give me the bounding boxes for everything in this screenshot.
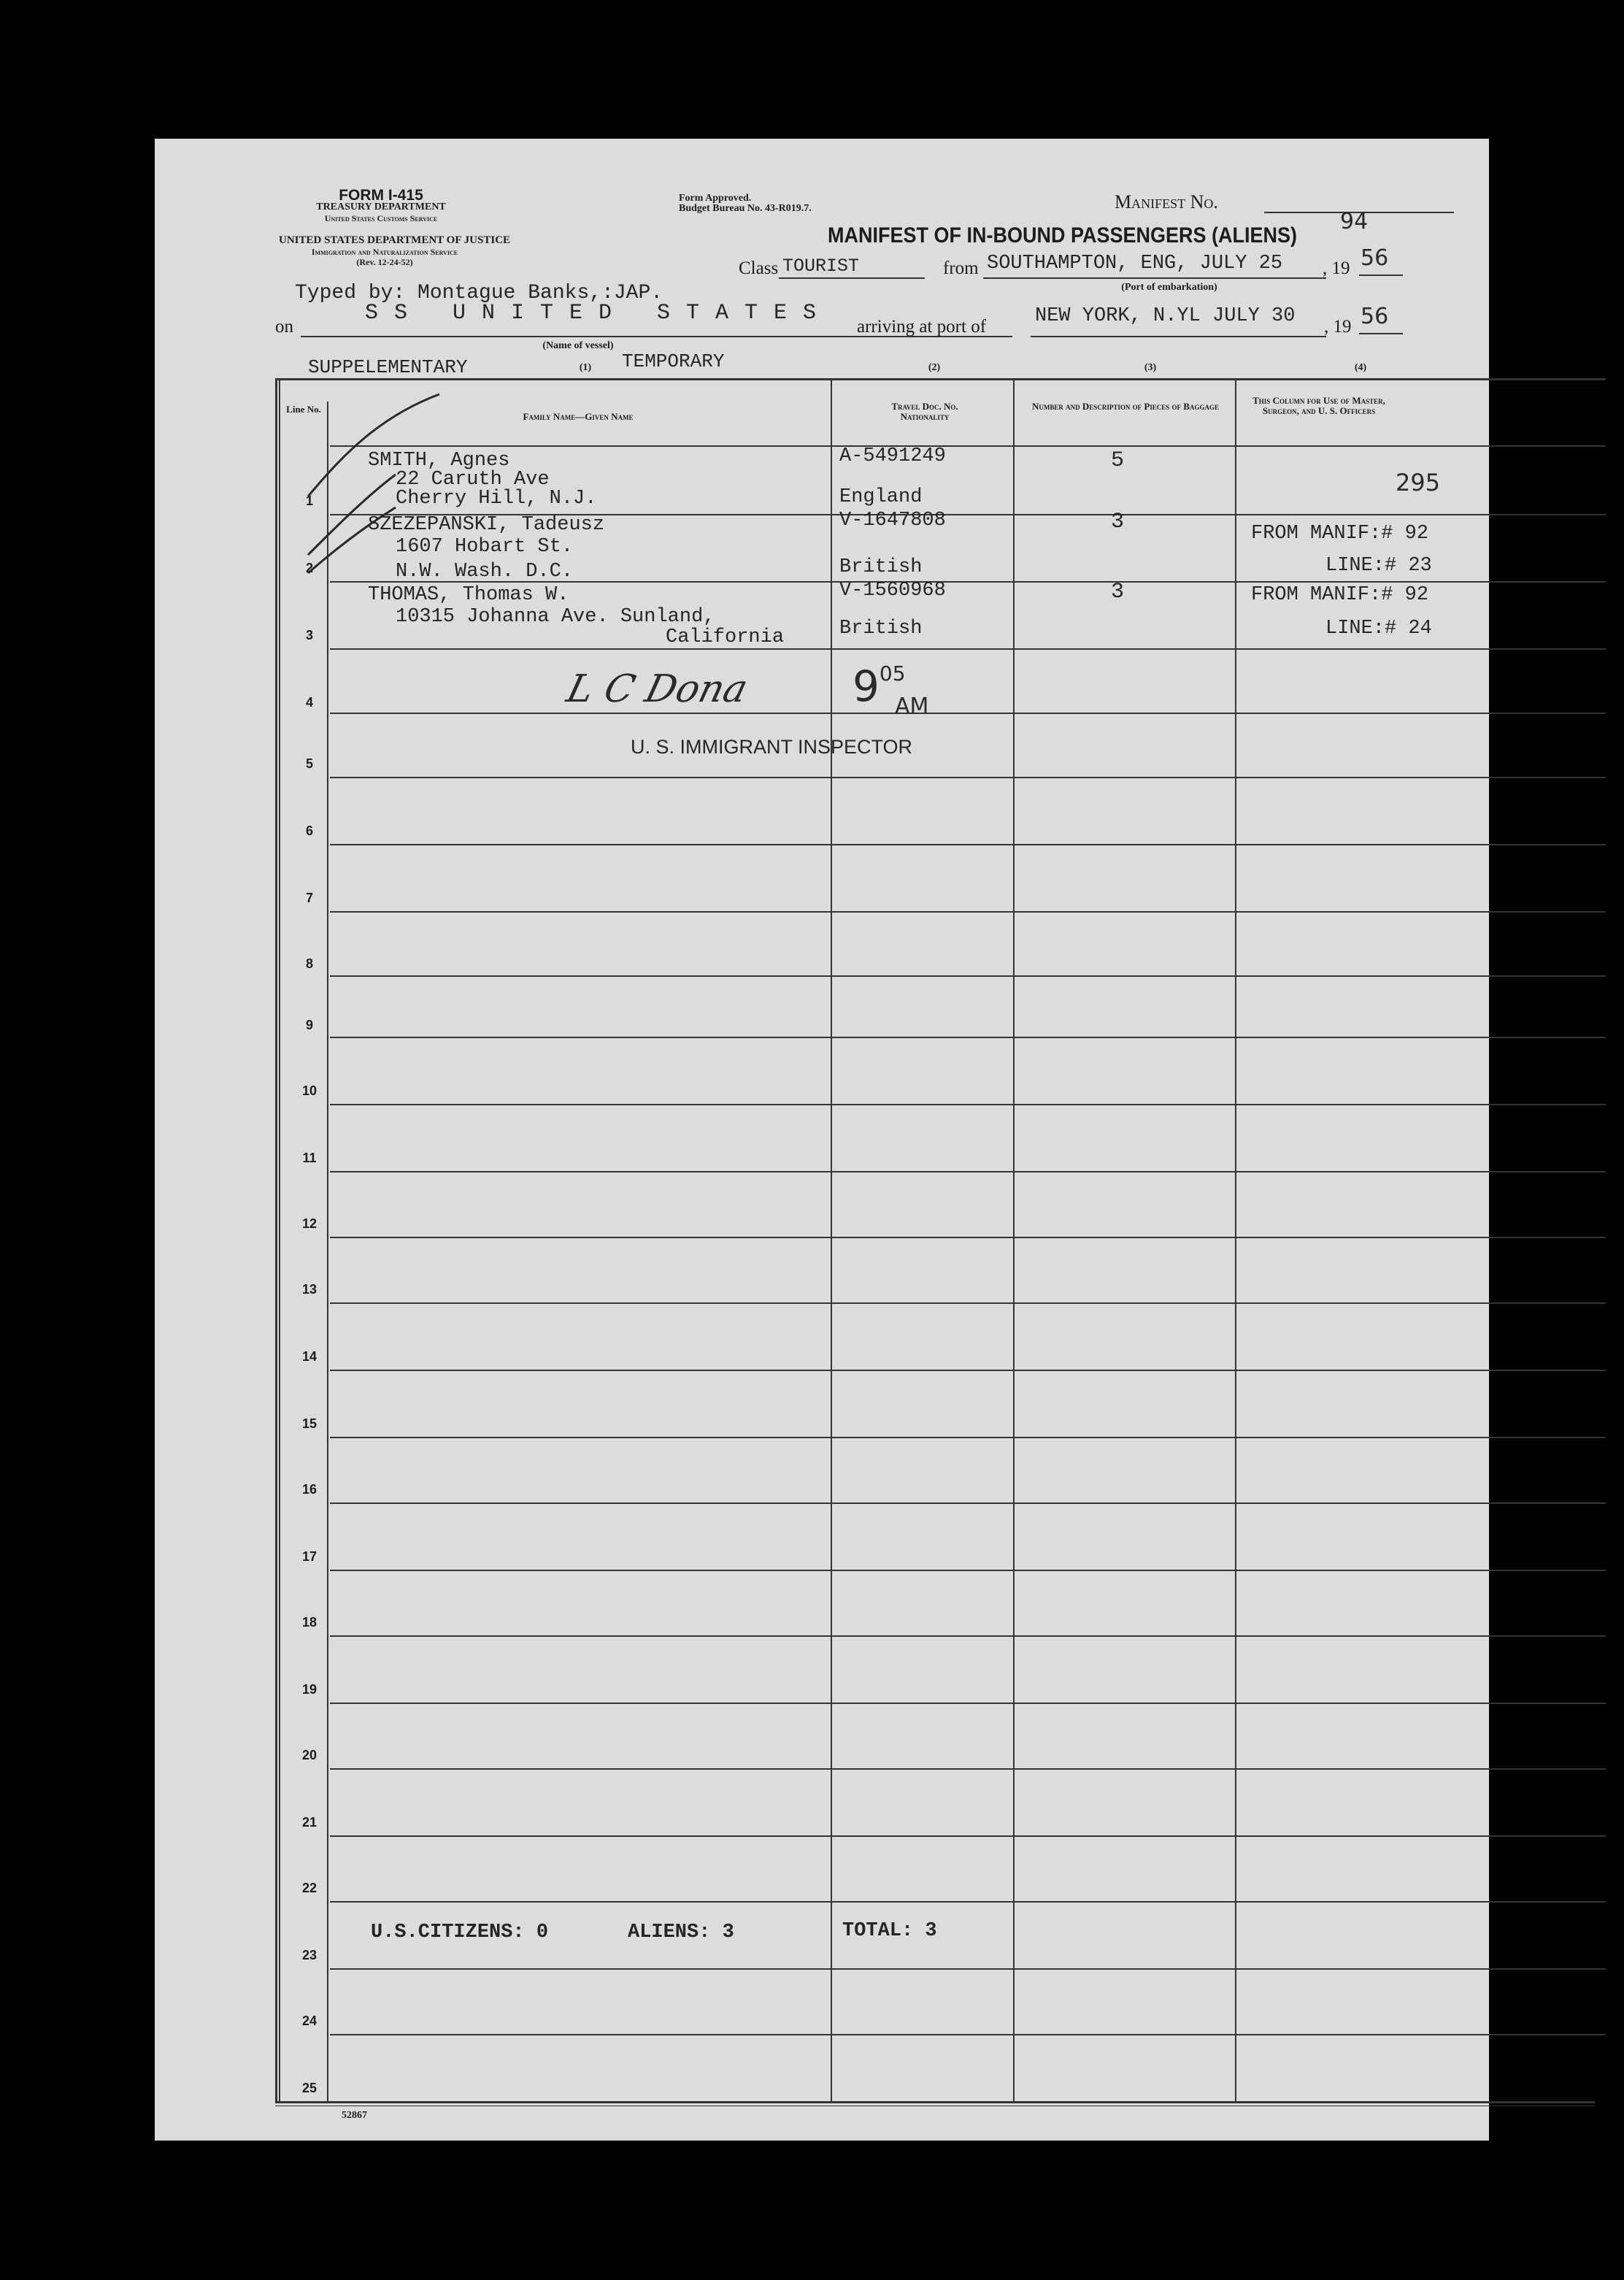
entry-doc: V-1647808: [839, 510, 946, 531]
year-prefix-2: , 19: [1324, 317, 1352, 337]
col-head-name: Family Name—Given Name: [523, 411, 634, 422]
row-number: 19: [301, 1682, 318, 1697]
year-prefix-1: , 19: [1323, 258, 1350, 278]
row-number: 20: [301, 1748, 318, 1762]
time-meridiem: AM: [895, 694, 929, 719]
treasury-dept: TREASURY DEPARTMENT: [316, 201, 446, 212]
time-hour: 9: [853, 661, 880, 711]
justice-dept: UNITED STATES DEPARTMENT OF JUSTICE: [279, 234, 511, 246]
row-number: 14: [301, 1349, 318, 1364]
entry-officer-note: LINE:# 24: [1325, 618, 1432, 640]
row-number: 25: [301, 2081, 318, 2095]
entry-address: California: [666, 626, 785, 648]
temporary-note: TEMPORARY: [622, 350, 725, 372]
col-divider-doc: [1013, 380, 1015, 2101]
entry-name: SZEZEPANSKI, Tadeusz: [368, 514, 605, 536]
row-number: 23: [301, 1948, 318, 1962]
port-embarkation-caption: (Port of embarkation): [1121, 282, 1217, 293]
row-number: 16: [301, 1482, 318, 1497]
entry-nationality: British: [839, 556, 923, 578]
row-number: 4: [305, 695, 313, 710]
manifest-title: MANIFEST OF IN-BOUND PASSENGERS (ALIENS): [828, 223, 1298, 247]
entry-baggage: 3: [1111, 510, 1125, 534]
table-top-border: [277, 378, 1606, 380]
manifest-no-label: Manifest No.: [1115, 191, 1218, 212]
entry-baggage: 5: [1111, 448, 1125, 473]
entry-officer-note: LINE:# 23: [1325, 555, 1432, 577]
row-number: 21: [301, 1815, 318, 1830]
row-number: 8: [305, 956, 313, 971]
entry-officer-note: 295: [1396, 469, 1441, 496]
entry-nationality: British: [839, 618, 923, 640]
inspector-title: U. S. IMMIGRANT INSPECTOR: [631, 736, 913, 758]
total-citizens: U.S.CITIZENS: 0: [371, 1922, 549, 1943]
entry-name: SMITH, Agnes: [368, 450, 510, 472]
row-number: 22: [301, 1881, 318, 1895]
from-label: from: [943, 258, 979, 278]
total-aliens: ALIENS: 3: [628, 1922, 734, 1943]
row-number: 5: [305, 756, 313, 771]
vessel-caption: (Name of vessel): [542, 340, 614, 351]
col-head-officers: This Column for Use of Master, Surgeon, and U. S. Officers: [1252, 395, 1385, 416]
entry-baggage: 3: [1111, 580, 1125, 604]
col-divider-baggage: [1235, 380, 1236, 2101]
form-approved: Form Approved.: [679, 193, 752, 204]
entry-name: THOMAS, Thomas W.: [368, 584, 569, 606]
arriving-label: arriving at port of: [857, 317, 987, 337]
entry-address: 22 Caruth Ave: [396, 469, 550, 491]
row-number: 3: [305, 628, 313, 642]
col-head-baggage: Number and Description of Pieces of Baggage: [1032, 401, 1219, 412]
year-suffix-1: 56: [1361, 245, 1389, 271]
supplementary-note: SUPPELEMENTARY: [308, 356, 468, 378]
col-marker-1: (1): [579, 362, 592, 373]
row-number: 1: [305, 494, 313, 508]
arriving-value: NEW YORK, N.YL JULY 30: [1035, 305, 1296, 327]
entry-officer-note: FROM MANIF:# 92: [1251, 523, 1429, 545]
row-number: 18: [301, 1615, 318, 1630]
form-number: FORM I-415: [339, 187, 423, 204]
entry-officer-note: FROM MANIF:# 92: [1251, 584, 1429, 606]
year-suffix-2: 56: [1361, 304, 1389, 329]
typed-by: Typed by: Montague Banks,:JAP.: [295, 282, 663, 304]
row-number: 11: [302, 1151, 317, 1165]
col-head-doc: Travel Doc. No. Nationality: [891, 401, 958, 422]
row-number: 9: [305, 1018, 313, 1032]
inspector-signature: L C Dona: [562, 667, 753, 711]
ins-service: Immigration and Naturalization Service: [311, 247, 458, 257]
row-number: 15: [301, 1416, 318, 1431]
row-number: 24: [301, 2014, 318, 2028]
class-value: TOURIST: [782, 256, 860, 277]
row-number: 7: [305, 891, 313, 905]
entry-doc: A-5491249: [839, 445, 946, 467]
manifest-no-value: 94: [1340, 209, 1369, 234]
row-number: 2: [305, 561, 313, 575]
revision: (Rev. 12-24-52): [356, 257, 413, 267]
budget-bureau: Budget Bureau No. 43-R019.7.: [679, 203, 812, 214]
entry-address: Cherry Hill, N.J.: [396, 488, 597, 510]
customs-service: United States Customs Service: [324, 213, 438, 223]
col-head-line-no: Line No.: [286, 404, 321, 415]
manifest-sheet: [155, 139, 1489, 2141]
col-marker-2: (2): [928, 362, 941, 373]
col-divider-name: [831, 380, 832, 2101]
row-number: 10: [301, 1083, 318, 1098]
row-number: 13: [301, 1282, 318, 1297]
row-number: 12: [301, 1216, 318, 1231]
class-label: Class: [739, 258, 779, 278]
entry-address: N.W. Wash. D.C.: [396, 561, 574, 583]
table-left-border-outer: [275, 378, 277, 2101]
on-label: on: [275, 317, 293, 337]
col-marker-3: (3): [1144, 362, 1157, 373]
grand-total: TOTAL: 3: [842, 1920, 937, 1942]
from-value: SOUTHAMPTON, ENG, JULY 25: [987, 253, 1283, 275]
entry-doc: V-1560968: [839, 580, 946, 602]
entry-nationality: England: [839, 486, 923, 508]
time-minutes: 05: [879, 661, 906, 686]
entry-address: 1607 Hobart St.: [396, 536, 574, 558]
row-number: 17: [301, 1549, 318, 1564]
footer-form-number: 52867: [342, 2110, 367, 2121]
table-bottom-border: [275, 2101, 1595, 2103]
col-divider-line-no: [327, 402, 328, 2101]
vessel-name: SS UNITED STATES: [365, 301, 833, 326]
col-marker-4: (4): [1354, 362, 1367, 373]
row-number: 6: [305, 824, 313, 838]
entry-address: 10315 Johanna Ave. Sunland,: [396, 606, 715, 628]
